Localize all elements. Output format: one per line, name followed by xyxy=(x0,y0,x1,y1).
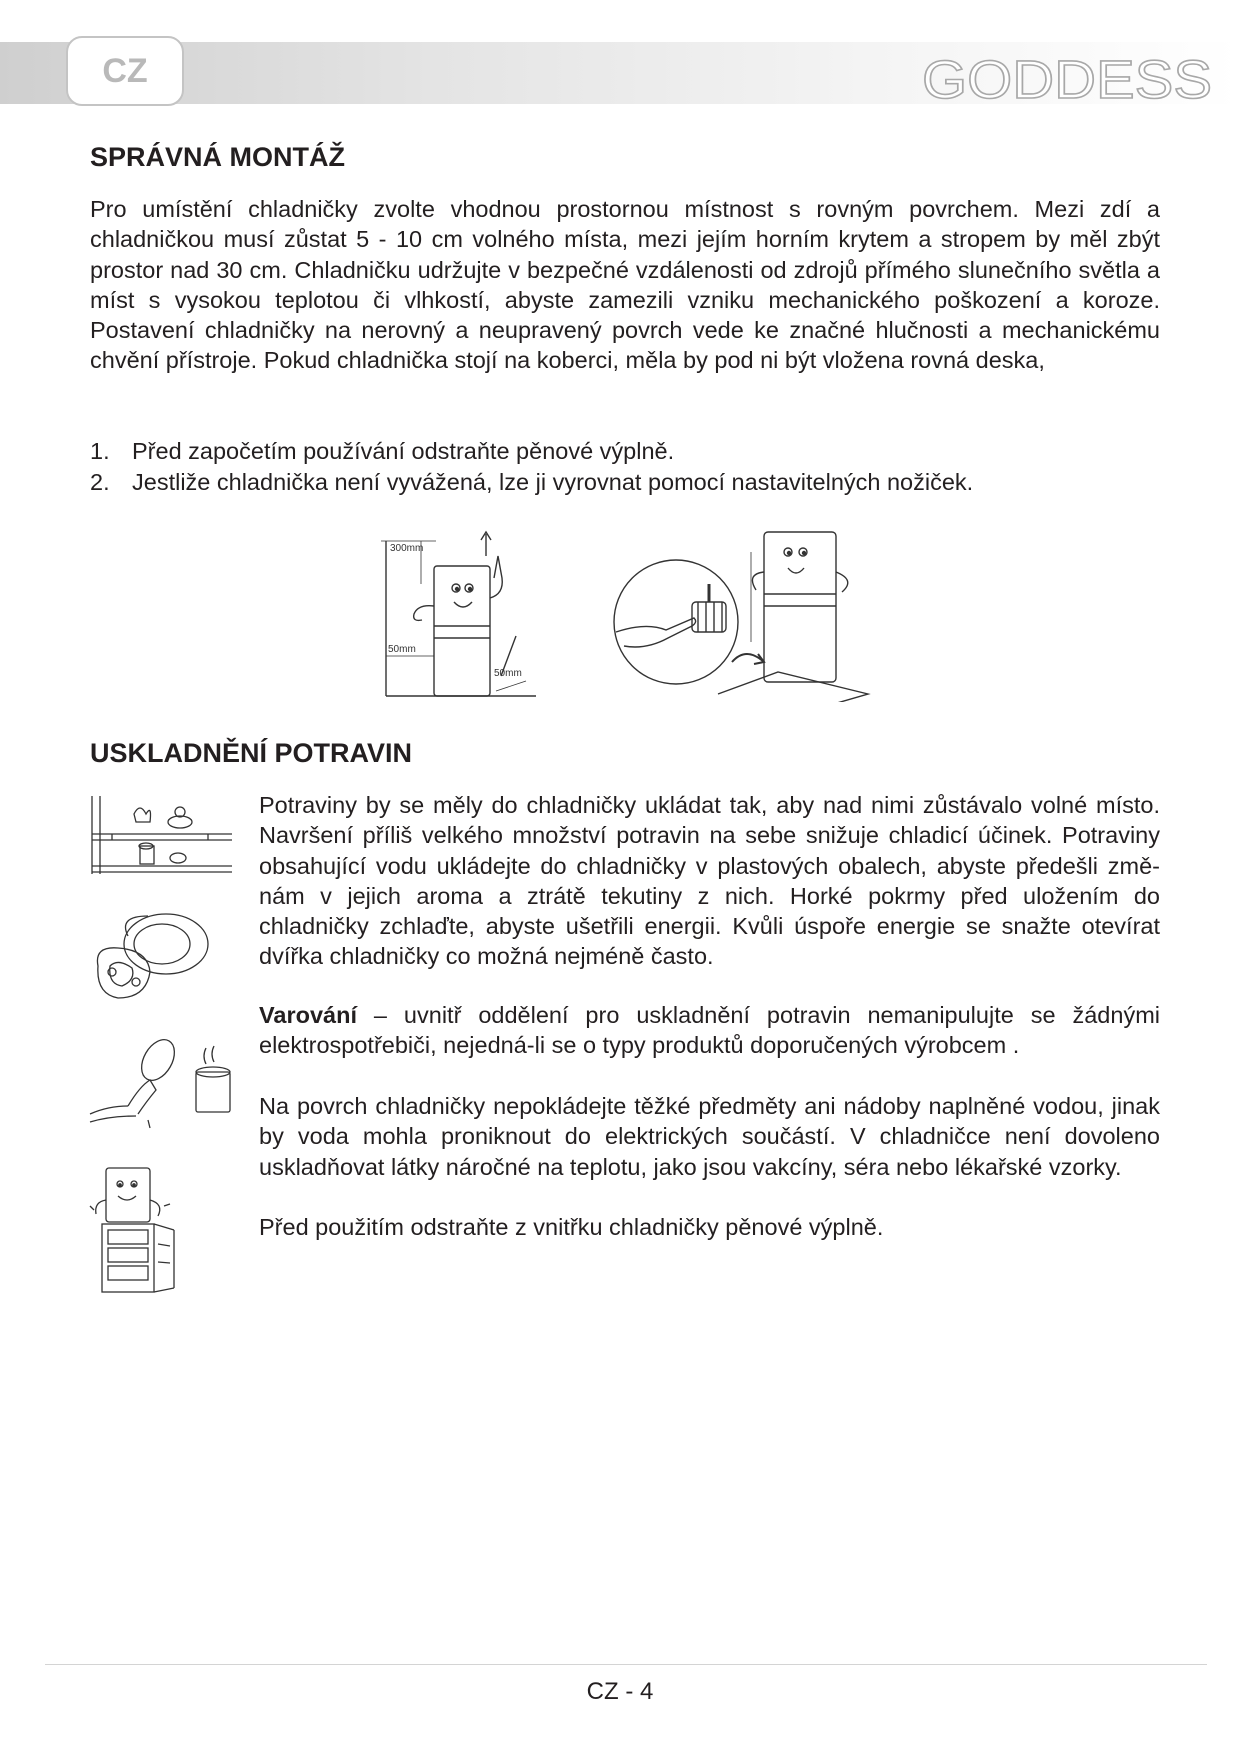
storage-paragraph: Potraviny by se měly do chladničky ukládat tak, aby nad nimi zůstávalo volné místo. Navršení příliš velkého množství potravin na sebe snižuje chladicí účinek. Potraviny obsahující vodu ukládejte do chladničky v plastových obalech, abyste předešli změnám v jejich aroma a ztrátě tekutiny z nich. Horké pokrmy před uložením do chladničky zchlaďte, abyste ušetřili energii. Kvůli úspoře energie se snažte otevírat dvířka chladničky co možná nejméně často. xyxy=(259,792,1160,970)
levelling-feet-illustration xyxy=(606,522,874,702)
page-number: CZ - 4 xyxy=(586,1678,654,1705)
clearance-illustration xyxy=(376,526,546,701)
list-item-text: Před započetím používání odstraňte pěnové výplně. xyxy=(132,438,675,464)
surface-paragraph: Na povrch chladničky nepokládejte těžké předměty ani nádoby naplněné vodou, jinak by voda mohla proniknout do elektrických součástí. V chladničce není dovoleno uskladňovat látky náročné na teplotu, jako jsou vakcíny, séra nebo lékařské vzorky. xyxy=(259,1093,1160,1180)
list-item xyxy=(90,436,1160,467)
shelf-illustration xyxy=(88,794,236,876)
side-clearance-label: 50mm xyxy=(388,644,416,655)
warning-text: – uvnitř oddělení pro uskladnění potravin nemanipulujte se žádnými elektrospotřebiči, nejedná-li se o typy produktů doporučených výrobcem . xyxy=(259,1002,1160,1059)
list-item-text: Jestliže chladnička není vyvážená, lze ji vyrovnat pomocí nastavitelných nožiček. xyxy=(132,469,974,495)
list-item-number: 1. xyxy=(90,438,110,464)
language-label: CZ xyxy=(102,51,148,90)
warning-paragraph xyxy=(259,1000,1160,1061)
warning-label: Varování xyxy=(259,1002,357,1028)
brand-logo xyxy=(918,40,1218,114)
wrapped-food-illustration xyxy=(88,906,218,1006)
top-clearance-label: 300mm xyxy=(390,543,424,554)
brand-name: GODDESS xyxy=(922,50,1212,110)
section-title-mounting: SPRÁVNÁ MONTÁŽ xyxy=(90,142,345,172)
mounting-steps xyxy=(90,436,1160,498)
hot-food-illustration xyxy=(88,1030,236,1130)
fridge-character-illustration xyxy=(88,1164,178,1296)
section-title-storage: USKLADNĚNÍ POTRAVIN xyxy=(90,738,413,768)
mounting-paragraph: Pro umístění chladničky zvolte vhodnou prostornou místnost s rovným povrchem. Mezi zdí a chladničkou musí zůstat 5 - 10 cm volného místa, mezi jejím horním krytem a stropem by měl zbýt prostor nad 30 cm. Chladničku udržujte v bezpečné vzdálenosti od zdrojů přímého slunečního světla a míst s vysokou teplotou či vlhkostí, abyste zamezili vzniku mechanického poškození a koroze. Postavení chladničky na nerovný a neupravený povrch vede ke značné hlučnosti a mechanickému chvění přístroje. Pokud chladnička stojí na koberci, měla by pod ni být vložena rovná deska, xyxy=(90,196,1160,374)
list-item-number: 2. xyxy=(90,469,110,495)
footer-divider xyxy=(45,1664,1207,1665)
list-item xyxy=(90,467,1160,498)
language-tab xyxy=(66,36,184,106)
rear-clearance-label: 50mm xyxy=(494,668,522,679)
foam-removal-paragraph: Před použitím odstraňte z vnitřku chladničky pěnové výplně. xyxy=(259,1214,884,1240)
